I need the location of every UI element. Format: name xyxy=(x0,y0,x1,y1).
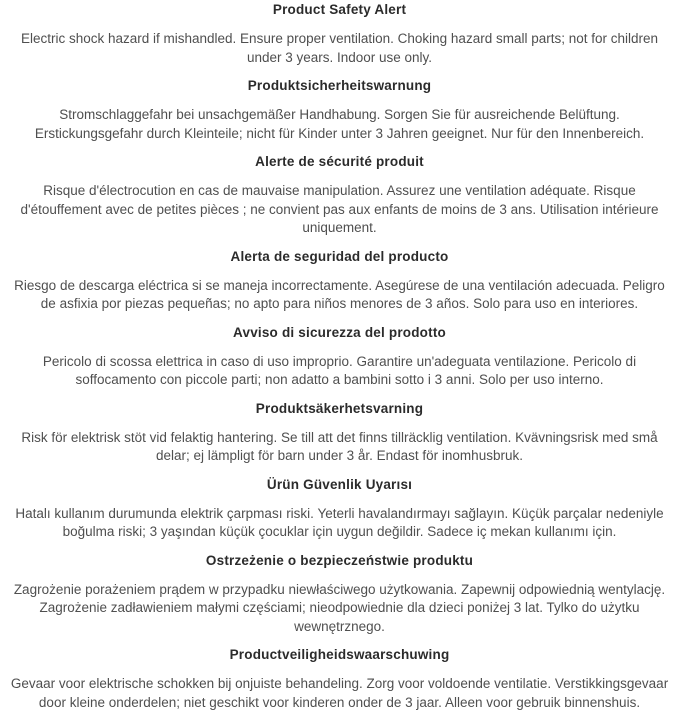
section-body: Risque d'électrocution en cas de mauvaise manipulation. Assurez une ventilation adéquate. Risque d'étouffement avec de petites pièces ; ne convient pas aux enfants de moins de 3 ans. Utilisation intérieure uniquement. xyxy=(20,183,659,235)
safety-section-french xyxy=(5,153,674,238)
section-heading: Avviso di sicurezza del prodotto xyxy=(233,324,446,340)
section-heading: Produktsicherheitswarnung xyxy=(247,78,432,93)
section-heading: Ürün Güvenlik Uyarısı xyxy=(266,476,413,492)
safety-section-spanish xyxy=(5,248,674,314)
section-heading: Productveiligheidswaarschuwing xyxy=(229,647,450,662)
section-body: Riesgo de descarga eléctrica si se maneja incorrectamente. Asegúrese de una ventilación adecuada. Peligro de asfixia por piezas pequeñas; no apto para niños menores de 3 años. Solo para uso en interiores. xyxy=(14,277,665,311)
section-heading: Product Safety Alert xyxy=(272,2,407,17)
safety-section-turkish xyxy=(5,476,674,542)
section-body: Gevaar voor elektrische schokken bij onjuiste behandeling. Zorg voor voldoende ventilatie. Verstikkingsgevaar door kleine onderdelen; niet geschikt voor kinderen onder de 3 jaar. Alleen voor gebruik binnenshuis. xyxy=(10,676,669,710)
section-body: Risk för elektrisk stöt vid felaktig hantering. Se till att det finns tillräcklig ventilation. Kvävningsrisk med små delar; ej lämpligt för barn under 3 år. Endast för inomhusbruk. xyxy=(21,429,658,463)
section-body: Hatalı kullanım durumunda elektrik çarpması riski. Yeterli havalandırmayı sağlayın. Küçük parçalar nedeniyle boğulma riski; 3 yaşından küçük çocuklar için uygun değildir. Sadece iç mekan kullanımı için. xyxy=(15,505,664,539)
safety-section-italian xyxy=(5,324,674,390)
section-body: Stromschlaggefahr bei unsachgemäßer Handhabung. Sorgen Sie für ausreichende Belüftung. Erstickungsgefahr durch Kleinteile; nicht für Kinder unter 3 Jahren geeignet. Nur für den Innenbereich. xyxy=(34,107,645,141)
safety-section-dutch xyxy=(5,646,674,712)
safety-section-swedish xyxy=(5,400,674,466)
safety-section-german xyxy=(5,77,674,143)
section-heading: Alerta de seguridad del producto xyxy=(230,248,449,264)
section-heading: Alerte de sécurité produit xyxy=(255,154,424,169)
section-body: Zagrożenie porażeniem prądem w przypadku niewłaściwego użytkowania. Zapewnij odpowiednią wentylację. Zagrożenie zadławieniem małymi częściami; nieodpowiednie dla dzieci poniżej 3 lat. Tylko do użytku wewnętrznego. xyxy=(13,581,666,634)
section-body: Pericolo di scossa elettrica in caso di uso improprio. Garantire un'adeguata ventilazione. Pericolo di soffocamento con piccole parti; non adatto a bambini sotto i 3 anni. Solo per uso interno. xyxy=(42,353,637,387)
section-heading: Produktsäkerhetsvarning xyxy=(255,400,424,416)
safety-section-english xyxy=(5,1,674,67)
safety-section-polish xyxy=(5,552,674,637)
section-body: Electric shock hazard if mishandled. Ensure proper ventilation. Choking hazard small parts; not for children under 3 years. Indoor use only. xyxy=(20,31,659,65)
section-heading: Ostrzeżenie o bezpieczeństwie produktu xyxy=(205,552,474,568)
